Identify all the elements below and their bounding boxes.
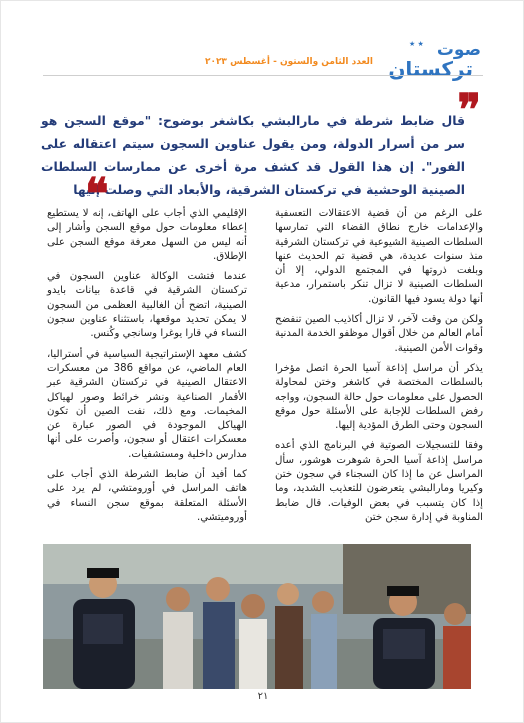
paragraph: كما أفيد أن ضابط الشرطة الذي أجاب على هاتف المراسل في أورومتشي، لم يرد على الأسئلة المتعلقة بموقع سجن النساء في أوروميتشي. — [47, 469, 247, 523]
paragraph: يذكر أن مراسل إذاعة آسيا الحرة اتصل مؤخرا بالسلطات المختصة في كاشغر وختن لمحاولة الحصول على معلومات حول حالة السجون، وواجه رفض السلطات للإجابة على الأسئلة حول موقع السجون وحتى الطرق المؤدية إليها. — [275, 362, 483, 432]
paragraph: كشف معهد الإستراتيجية السياسية في أستراليا، العام الماضي، عن مواقع 386 من معسكرات الاعتقال الصينية في تركستان الشرقية عبر الأقمار الصناعية ونشر خرائط وصور لهياكل المخيمات. ومع ذلك، نفت الصين أن تكون الهياكل الموجودة في الصور عبارة عن معسكرات اعتقال أو سجون، وأصرت على أنها مدارس داخلية ومستشفيات. — [47, 348, 247, 460]
logo-line-2: تركستان — [388, 57, 473, 81]
paragraph: ولكن من وقت لآخر، لا تزال أكاذيب الصين تنفضح أمام العالم من خلال أقوال موظفو الخدمة المدنية وقوات الأمن الصينية. — [275, 314, 483, 354]
publication-logo — [388, 40, 481, 87]
issue-line: العدد الثامن والستون - أغسطس ٢٠٢٣ — [204, 57, 373, 67]
close-quote-icon: ❝ — [85, 169, 109, 220]
pull-quote: قال ضابط شرطة في مارالبشي بكاشغر بوضوح: "موقع السجن هو سر من أسرار الدولة، ومن يقول عناوين السجون سيتم اعتقاله على الفور". إن هذا القول قد كشف مرة أخرى عن ممارسات السلطات الصينية الوحشية في تركستان الشرقية، والأبعاد التي وصلت إليها — [41, 113, 465, 197]
right-column — [275, 207, 483, 531]
left-column — [47, 207, 247, 531]
paragraph: على الرغم من أن قضية الاعتقالات التعسفية والإعدامات خارج نطاق القضاء التي تمارسها السلطات الصينية الشيوعية في تركستان الشرقية منذ سنوات عديدة، هي قضية تم الحديث عنها وبلغت ذروتها في المجتمع الدولي، إلا أن السلطات الصينية لا تزال تنكر باستمرار، مدعية أنها دولة يسود فيها القانون. — [275, 208, 483, 305]
photo-illustration — [43, 544, 471, 689]
logo-stars: ★ ★ — [409, 40, 424, 48]
paragraph: عندما فتشت الوكالة عناوين السجون في تركستان الشرقية في قاعدة بيانات بايدو الصينية، اتضح أن الغالبية العظمى من السجون لا يمكن تحديد موقعها، باستثناء عناوين سجون النساء في قارا يوغرا وسانجي وكُنس. — [47, 271, 247, 340]
street-police-photo — [43, 544, 471, 689]
paragraph: الإقليمي الذي أجاب على الهاتف، إنه لا يستطيع إعطاء معلومات حول موقع السجن وأشار إلى أنه ليس من السهل معرفة موقع السجن على الإطلاق. — [47, 208, 247, 262]
header-divider — [43, 75, 483, 76]
page-number: ٢١ — [257, 691, 269, 702]
paragraph: وفقا للتسجيلات الصوتية في البرنامج الذي أعده مراسل إذاعة آسيا الحرة شوهرت هوشور، سأل المراسل عن ما إذا كان السجناء في سجون ختن وكيريا ومارالبشي يتعرضون للتعذيب الشديد، وما إذا كان يتسبب في بعض الوفيات. قال ضابط المناوبة في إدارة سجن ختن — [275, 440, 483, 523]
logo-line-1: صوت — [436, 40, 481, 60]
open-quote-icon: ❞ — [457, 85, 481, 136]
